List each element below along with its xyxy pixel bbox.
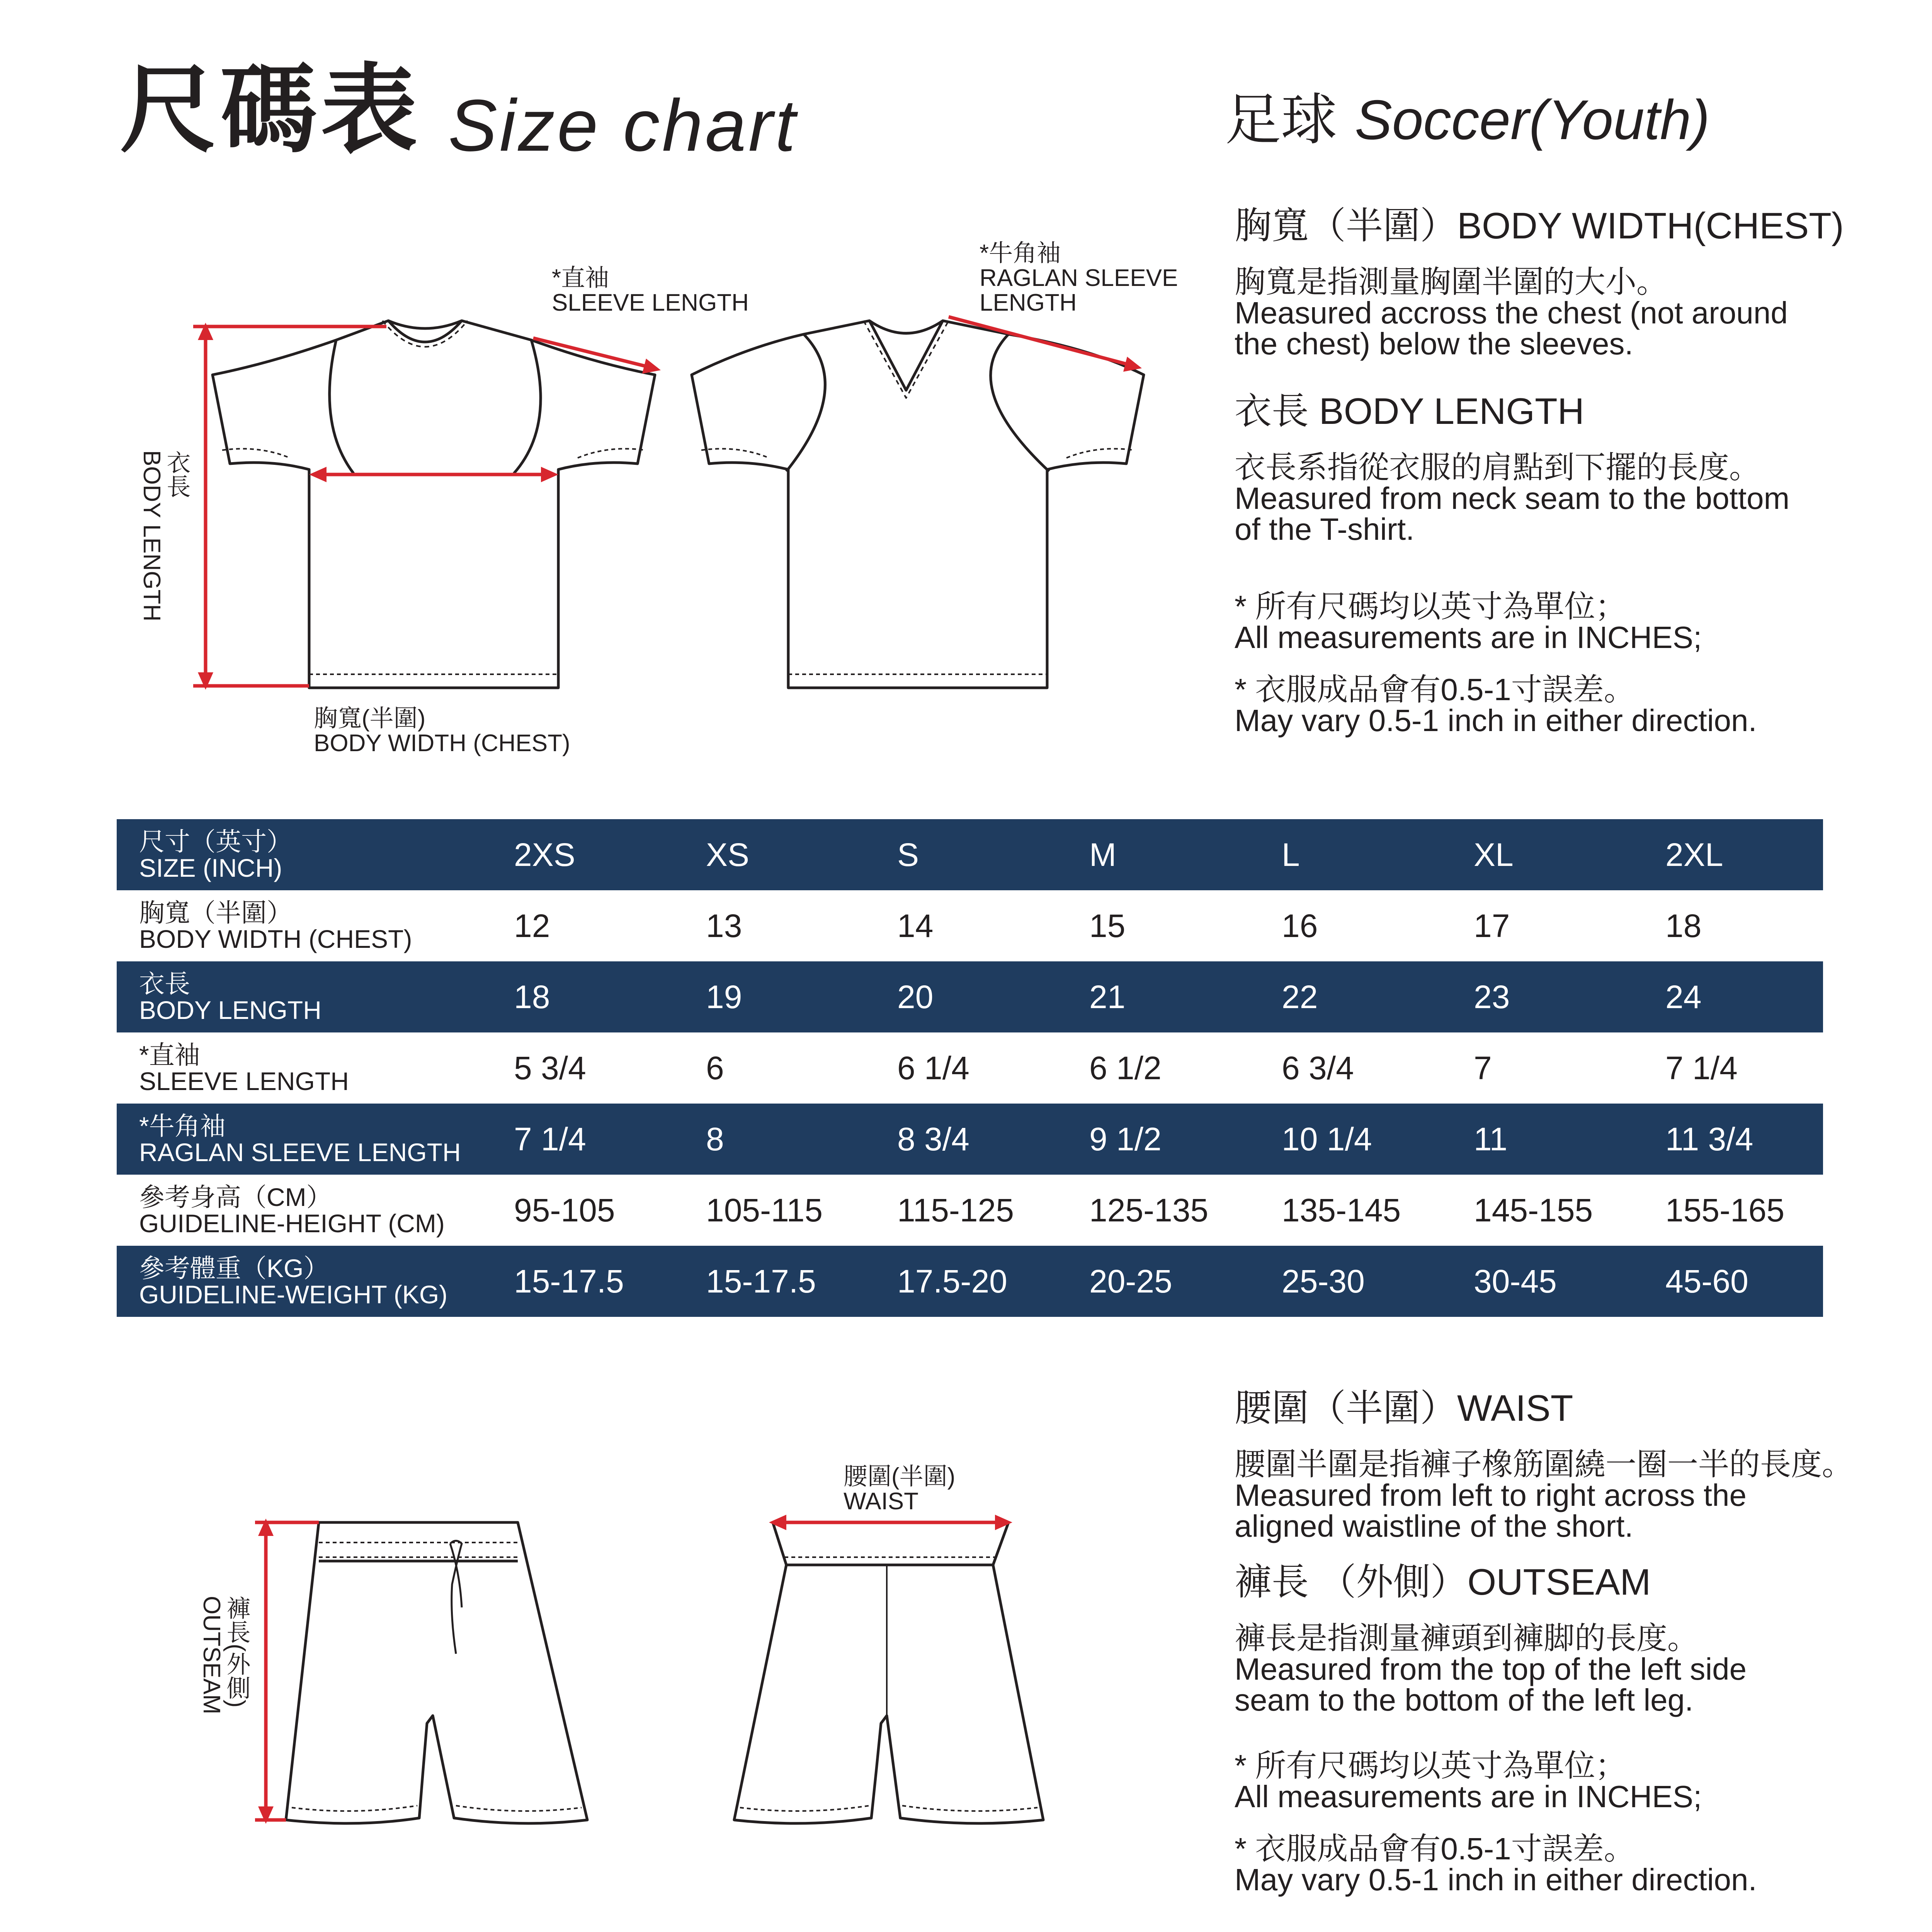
shirt-table-cell: 16 bbox=[1282, 907, 1318, 944]
shirt-table-cell: 6 1/2 bbox=[1089, 1049, 1162, 1086]
shirt-table-cell: 5 3/4 bbox=[514, 1049, 586, 1086]
shirt-table-cell: 7 1/4 bbox=[514, 1121, 586, 1157]
shirt-table-cell: 155-165 bbox=[1665, 1192, 1785, 1228]
tolerance-note: * 衣服成品會有0.5-1寸誤差。 May vary 0.5-1 inch in either direction. bbox=[1235, 672, 1757, 738]
body-length-title: 衣長 BODY LENGTH bbox=[1235, 391, 1585, 432]
units-note: * 所有尺碼均以英寸為單位； All measurements are in INCHES; bbox=[1235, 589, 1702, 655]
shirt-size-table bbox=[117, 819, 1823, 1317]
shirt-table-cell: 95-105 bbox=[514, 1192, 615, 1228]
shirt-table-cell: 7 bbox=[1474, 1049, 1492, 1086]
shirt-table-row-label: *牛角袖 RAGLAN SLEEVE LENGTH bbox=[139, 1112, 461, 1167]
shirt-table-cell: 30-45 bbox=[1474, 1263, 1557, 1299]
shirt-table-cell: 11 bbox=[1474, 1121, 1508, 1157]
shorts-units-note: * 所有尺碼均以英寸為單位； All measurements are in INCHES; bbox=[1235, 1748, 1702, 1814]
shirt-table-cell: M bbox=[1089, 836, 1116, 873]
shirt-table-cell: 18 bbox=[1665, 907, 1702, 944]
sleeve-length-label: *直袖 SLEEVE LENGTH bbox=[552, 265, 749, 316]
shirt-table-row bbox=[117, 819, 1823, 890]
shirt-table-cell: 6 bbox=[706, 1049, 724, 1086]
shirt-table-cell: 14 bbox=[897, 907, 934, 944]
shirt-table-cell: 18 bbox=[514, 978, 550, 1015]
shirt-table-cell: 6 1/4 bbox=[897, 1049, 969, 1086]
shirt-table-cell: 13 bbox=[706, 907, 742, 944]
shirt-table-cell: 45-60 bbox=[1665, 1263, 1748, 1299]
shirt-table-cell: 15 bbox=[1089, 907, 1126, 944]
shirt-table-cell: 8 3/4 bbox=[897, 1121, 969, 1157]
shorts-tolerance-note: * 衣服成品會有0.5-1寸誤差。 May vary 0.5-1 inch in either direction. bbox=[1235, 1832, 1757, 1897]
shirt-table-row-label: 參考身高（CM） GUIDELINE-HEIGHT (CM) bbox=[139, 1183, 445, 1238]
shirt-table-cell: 15-17.5 bbox=[514, 1263, 624, 1299]
outseam-title: 褲長 （外側）OUTSEAM bbox=[1235, 1561, 1651, 1603]
waist-description: 腰圍半圍是指褲子橡筋圍繞一圈一半的長度。 Measured from left to right across the aligned waistline of the short. bbox=[1235, 1447, 1853, 1543]
shirt-table-row bbox=[117, 1246, 1823, 1317]
waist-title: 腰圍（半圍）WAIST bbox=[1235, 1388, 1573, 1429]
shirt-table-cell: XL bbox=[1474, 836, 1514, 873]
shirt-table-cell: 17.5-20 bbox=[897, 1263, 1007, 1299]
chest-title: 胸寬（半圍）BODY WIDTH(CHEST) bbox=[1235, 205, 1844, 247]
shirt-table-cell: 22 bbox=[1282, 978, 1318, 1015]
shirt-table-cell: 105-115 bbox=[706, 1192, 823, 1228]
category-title-chinese: 足球 bbox=[1225, 87, 1337, 153]
shirt-table-cell: 10 1/4 bbox=[1282, 1121, 1372, 1157]
shirt-table-cell: 20 bbox=[897, 978, 934, 1015]
shirt-table-cell: 8 bbox=[706, 1121, 724, 1157]
shirt-table-cell: 19 bbox=[706, 978, 742, 1015]
shirt-table-row-label: *直袖 SLEEVE LENGTH bbox=[139, 1041, 349, 1095]
shirt-table-cell: 23 bbox=[1474, 978, 1510, 1015]
outseam-label: 褲長(外側) OUTSEAM bbox=[198, 1596, 250, 1714]
page-title-chinese: 尺碼表 bbox=[120, 54, 421, 166]
shirt-table-row bbox=[117, 1104, 1823, 1175]
shirt-table-cell: S bbox=[897, 836, 919, 873]
shirt-table-row bbox=[117, 1175, 1823, 1246]
shirt-table-cell: 2XL bbox=[1665, 836, 1723, 873]
shirt-table-cell: 9 1/2 bbox=[1089, 1121, 1162, 1157]
shirt-table-row bbox=[117, 890, 1823, 961]
shirt-table-row-label: 胸寬（半圍） BODY WIDTH (CHEST) bbox=[139, 898, 412, 953]
shirt-table-row bbox=[117, 1032, 1823, 1104]
category-title-english: Soccer(Youth) bbox=[1355, 88, 1710, 151]
shirt-table-cell: XS bbox=[706, 836, 750, 873]
shirt-table-cell: 12 bbox=[514, 907, 550, 944]
raglan-sleeve-label: *牛角袖 RAGLAN SLEEVE LENGTH bbox=[980, 240, 1178, 316]
shirt-table-cell: 125-135 bbox=[1089, 1192, 1209, 1228]
body-length-label: 衣長 BODY LENGTH bbox=[138, 450, 190, 622]
shirt-table-cell: 25-30 bbox=[1282, 1263, 1365, 1299]
outseam-description: 褲長是指測量褲頭到褲脚的長度。 Measured from the top of the left side seam to the bottom of the left leg. bbox=[1235, 1621, 1747, 1717]
shirt-table-cell: L bbox=[1282, 836, 1300, 873]
shirt-table-cell: 20-25 bbox=[1089, 1263, 1172, 1299]
shirt-table-cell: 6 3/4 bbox=[1282, 1049, 1354, 1086]
chest-description: 胸寬是指測量胸圍半圍的大小。 Measured accross the chest (not around the chest) below the sleeves. bbox=[1235, 265, 1788, 361]
shirt-table-cell: 2XS bbox=[514, 836, 575, 873]
shirt-info-panel bbox=[1235, 205, 1922, 736]
shirt-table-cell: 11 3/4 bbox=[1665, 1121, 1753, 1157]
shirt-table-row-label: 參考體重（KG） GUIDELINE-WEIGHT (KG) bbox=[139, 1254, 448, 1309]
shirt-table-cell: 15-17.5 bbox=[706, 1263, 816, 1299]
shirt-table-cell: 17 bbox=[1474, 907, 1510, 944]
shirt-table-row-label: 衣長 BODY LENGTH bbox=[139, 969, 321, 1024]
body-length-description: 衣長系指從衣服的肩點到下擺的長度。 Measured from neck seam to the bottom of the T-shirt. bbox=[1235, 450, 1790, 546]
chest-width-label: 胸寬(半圍) BODY WIDTH (CHEST) bbox=[314, 705, 570, 757]
shirt-table-cell: 145-155 bbox=[1474, 1192, 1593, 1228]
shirt-table-row bbox=[117, 961, 1823, 1032]
shorts-info-panel bbox=[1235, 1387, 1922, 1895]
shirt-table-cell: 24 bbox=[1665, 978, 1702, 1015]
shirt-table-cell: 7 1/4 bbox=[1665, 1049, 1738, 1086]
shirt-table-cell: 115-125 bbox=[897, 1192, 1014, 1228]
page-title-english: Size chart bbox=[448, 85, 798, 167]
shirt-table-row-label: 尺寸（英寸） SIZE (INCH) bbox=[139, 827, 292, 882]
waist-label: 腰圍(半圍) WAIST bbox=[844, 1463, 956, 1515]
shirt-table-cell: 135-145 bbox=[1282, 1192, 1401, 1228]
shirt-table-cell: 21 bbox=[1089, 978, 1126, 1015]
